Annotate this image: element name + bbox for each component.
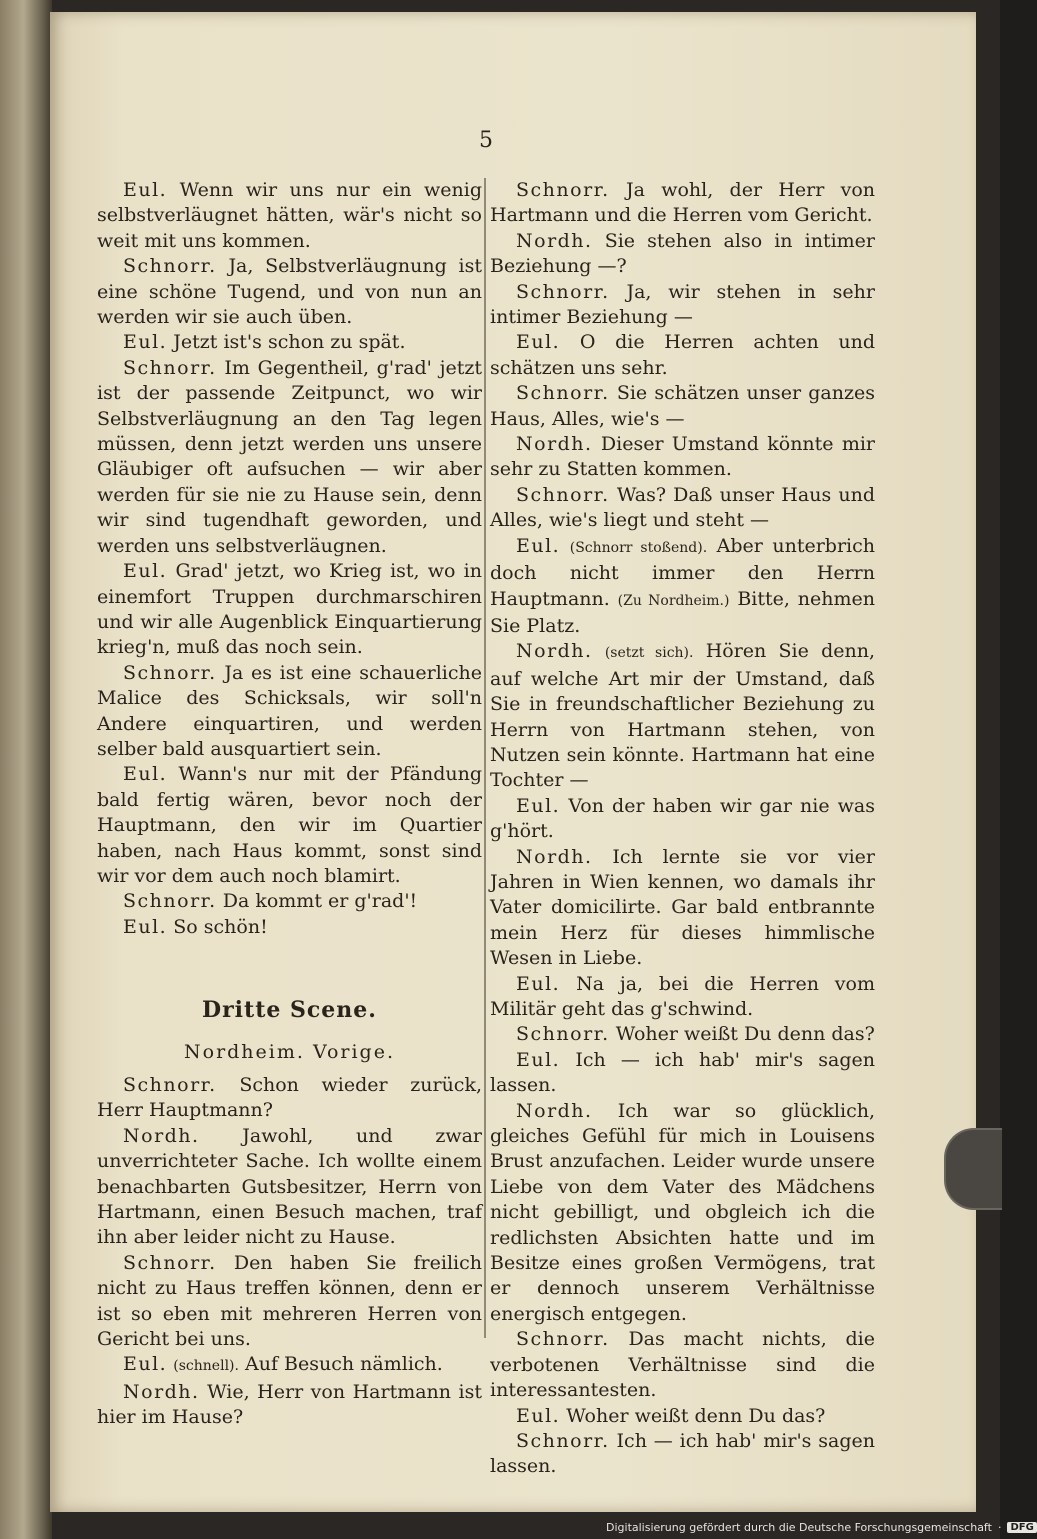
- speech-text: Im Gegentheil, g'rad' jetzt ist der passende Zeitpunct, wo wir Selbstverläugnung an den Tag legen müssen, denn jetzt werden uns unsere Gläubiger oft aufsuchen — wir aber werden für sie nie zu Hause sein, denn wir sind tugendhaft geworden, und werden uns selbstverläugnen.: [97, 356, 482, 557]
- speech-text: Ich — ich hab' mir's sagen lassen.: [490, 1429, 875, 1478]
- left-speeches-after-scene: [97, 1073, 482, 1431]
- speaker-name: Eul.: [123, 1353, 168, 1376]
- speaker-name: Eul.: [516, 1048, 561, 1071]
- speech-text: Dieser Umstand könnte mir sehr zu Statten kommen.: [490, 433, 876, 481]
- speech-text: Ja, Selbstverläugnung ist eine schöne Tugend, und von nun an werden wir sie auch üben.: [97, 255, 482, 329]
- speaker-name: Eul.: [516, 972, 561, 995]
- speech-text: Jetzt ist's schon zu spät.: [173, 331, 406, 354]
- speech-paragraph: [490, 280, 875, 331]
- speech-text: Jawohl, und zwar unverrichteter Sache. Ich wollte einem benachbarten Gutsbesitzer, Herrn von Hartmann, einen Besuch machen, traf ihn aber leider nicht zu Hause.: [97, 1124, 482, 1249]
- speaker-name: Nordh.: [516, 229, 593, 252]
- speech-paragraph: [97, 559, 482, 661]
- speaker-name: Eul.: [123, 179, 168, 201]
- speech-text: Was? Daß unser Haus und Alles, wie's liegt und steht —: [490, 483, 875, 532]
- speech-text: Ja wohl, der Herr von Hartmann und die Herren vom Gericht.: [490, 179, 875, 227]
- speech-text: Bitte, nehmen Sie Platz.: [490, 587, 875, 637]
- speech-paragraph: [490, 1048, 875, 1099]
- speech-paragraph: [97, 356, 482, 559]
- stage-direction: (Schnorr stoßend).: [569, 539, 708, 556]
- speech-text: Hören Sie denn, auf welche Art mir der Umstand, daß Sie in freundschaftlicher Beziehung zu Herrn von Hartmann stehen, von Nutzen sein könnte. Hartmann hat eine Tochter —: [490, 640, 875, 792]
- speech-paragraph: [97, 915, 482, 940]
- right-speeches: [490, 178, 875, 1480]
- speaker-name: Eul.: [516, 534, 561, 557]
- speech-text: Sie schätzen unser ganzes Haus, Alles, wie's —: [490, 382, 875, 430]
- speaker-name: Nordh.: [516, 433, 593, 456]
- speech-paragraph: [97, 330, 482, 355]
- speech-text: Ich war so glücklich, gleiches Gefühl für mich in Louisens Brust anzufachen. Leider wurde unsere Liebe von dem Vater des Mädchens nicht gebilligt, und obgleich ich die redlichsten Absichten hatte und im Besitze eines großen Vermögens, trat er dennoch unserem Verhältnisse energisch entgegen.: [490, 1099, 875, 1325]
- speech-paragraph: [490, 178, 875, 229]
- speech-paragraph: [490, 1022, 875, 1047]
- speech-text: Woher weißt denn Du das?: [566, 1404, 826, 1427]
- footer-text: Digitalisierung gefördert durch die Deutsche Forschungsgemeinschaft: [606, 1520, 992, 1534]
- speech-paragraph: [97, 661, 482, 763]
- speaker-name: Schnorr.: [123, 1251, 217, 1274]
- speech-text: Da kommt er g'rad'!: [222, 890, 418, 913]
- speech-paragraph: [97, 1380, 482, 1431]
- scene-title: Dritte Scene.: [202, 997, 377, 1024]
- speech-paragraph: [490, 1429, 875, 1480]
- column-divider: [484, 178, 486, 1338]
- speech-text: Wann's nur mit der Pfändung bald fertig wären, bevor noch der Hauptmann, den wir im Quartier haben, nach Haus kommt, sonst sind wir vor dem auch noch blamirt.: [97, 763, 482, 887]
- speaker-name: Schnorr.: [516, 483, 610, 506]
- speech-paragraph: [490, 972, 875, 1023]
- previous-page-edge: [0, 0, 52, 1539]
- speaker-name: Schnorr.: [123, 890, 217, 913]
- speaker-name: Nordh.: [516, 845, 593, 868]
- scene-cast: Nordheim. Vorige.: [184, 1040, 395, 1063]
- speech-paragraph: [490, 483, 875, 534]
- speech-paragraph: [97, 1124, 482, 1251]
- speaker-name: Schnorr.: [516, 1328, 610, 1351]
- speaker-name: Schnorr.: [516, 280, 610, 303]
- speaker-name: Eul.: [123, 763, 168, 786]
- speech-paragraph: [490, 845, 875, 972]
- speaker-name: Eul.: [123, 560, 168, 583]
- speech-paragraph: [490, 229, 875, 280]
- stage-direction: (Zu Nordheim.): [617, 592, 730, 609]
- speaker-name: Schnorr.: [516, 382, 610, 405]
- speech-text: Sie stehen also in intimer Beziehung —?: [490, 229, 875, 278]
- page-clip: [944, 1128, 1002, 1210]
- speech-paragraph: [490, 1099, 875, 1328]
- speaker-name: Eul.: [516, 331, 561, 354]
- speech-text: So schön!: [173, 915, 268, 938]
- speech-text: Ich lernte sie vor vier Jahren in Wien kennen, wo damals ihr Vater domicilirte. Gar bald entbrannte mein Herz für dieses himmlische Wesen in Liebe.: [490, 845, 875, 970]
- page-number: 5: [479, 128, 493, 153]
- speech-paragraph: [490, 1404, 875, 1429]
- speech-paragraph: [490, 1327, 875, 1403]
- speech-text: Ja, wir stehen in sehr intimer Beziehung —: [490, 280, 875, 329]
- speech-paragraph: [97, 254, 482, 330]
- speech-text: Das macht nichts, die verbotenen Verhältnisse sind die interessantesten.: [490, 1328, 875, 1402]
- left-speeches: [97, 178, 482, 940]
- speech-text: Aber unterbrich doch nicht immer den Herrn Hauptmann.: [490, 534, 875, 610]
- speech-text: Grad' jetzt, wo Krieg ist, wo in einemfort Truppen durchmarschiren und wir alle Augenblick Einquartierung krieg'n, muß das noch sein.: [97, 560, 482, 659]
- left-column: [97, 178, 482, 1431]
- speaker-name: Nordh.: [123, 1380, 200, 1403]
- speaker-name: Schnorr.: [516, 1023, 610, 1046]
- speech-text: Ja es ist eine schauerliche Malice des Schicksals, wir soll'n Andere einquartiren, und werden selber bald ausquartiert sein.: [97, 661, 483, 760]
- speech-paragraph: [97, 762, 482, 889]
- speech-paragraph: [490, 432, 875, 483]
- stage-direction: (schnell).: [173, 1358, 239, 1375]
- speech-paragraph: [490, 330, 875, 381]
- speaker-name: Eul.: [123, 915, 168, 938]
- speech-paragraph: [490, 534, 875, 640]
- speech-paragraph: [97, 1073, 482, 1124]
- speech-text: Schon wieder zurück, Herr Hauptmann?: [97, 1074, 482, 1122]
- footer-separator: ·: [997, 1520, 1002, 1534]
- speech-text: Von der haben wir gar nie was g'hört.: [490, 794, 875, 843]
- speech-paragraph: [490, 639, 875, 793]
- dfg-logo: DFG: [1007, 1522, 1036, 1533]
- speech-text: O die Herren achten und schätzen uns sehr.: [490, 331, 875, 379]
- speaker-name: Schnorr.: [123, 1074, 217, 1096]
- speech-paragraph: [490, 794, 875, 845]
- speaker-name: Schnorr.: [123, 356, 217, 379]
- right-column: [490, 178, 875, 1480]
- speech-text: Wenn wir uns nur ein wenig selbstverläugnet hätten, wär's nicht so weit mit uns kommen.: [97, 179, 482, 252]
- speech-paragraph: [97, 1251, 482, 1353]
- speaker-name: Schnorr.: [123, 661, 217, 684]
- speaker-name: Schnorr.: [516, 1429, 610, 1452]
- speech-paragraph: [490, 381, 875, 432]
- speech-text: Ich — ich hab' mir's sagen lassen.: [490, 1048, 876, 1097]
- speech-text: Na ja, bei die Herren vom Militär geht das g'schwind.: [490, 972, 875, 1020]
- speech-text: Auf Besuch nämlich.: [245, 1353, 443, 1376]
- speech-paragraph: [97, 889, 482, 914]
- speaker-name: Nordh.: [516, 1099, 593, 1122]
- speech-paragraph: [97, 178, 482, 254]
- footer: [606, 1518, 1034, 1536]
- speaker-name: Eul.: [516, 1404, 561, 1427]
- speaker-name: Schnorr.: [123, 255, 217, 278]
- speaker-name: Nordh.: [516, 640, 593, 663]
- speech-text: Den haben Sie freilich nicht zu Haus treffen können, denn er ist so eben mit mehreren Herren von Gericht bei uns.: [97, 1251, 482, 1351]
- speaker-name: Eul.: [516, 794, 561, 817]
- speaker-name: Eul.: [123, 331, 168, 354]
- speaker-name: Schnorr.: [516, 179, 610, 201]
- stage-direction: (setzt sich).: [604, 645, 694, 662]
- speech-paragraph: [97, 1352, 482, 1379]
- speech-text: Wie, Herr von Hartmann ist hier im Hause?: [97, 1380, 482, 1429]
- speech-text: Woher weißt Du denn das?: [615, 1023, 875, 1046]
- speaker-name: Nordh.: [123, 1124, 200, 1147]
